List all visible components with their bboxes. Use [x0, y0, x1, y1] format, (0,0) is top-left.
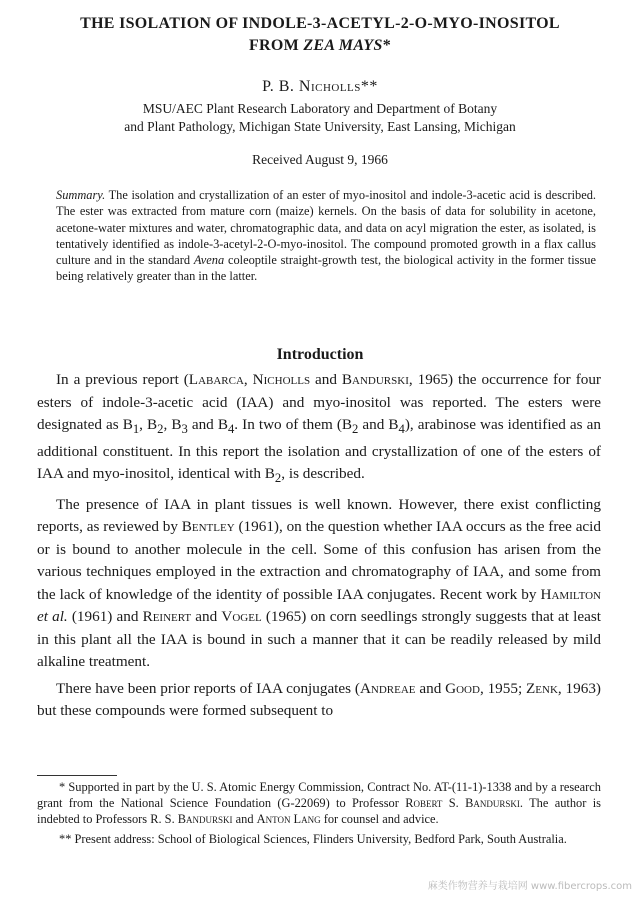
footnote-text: and [232, 812, 257, 826]
footnotes [37, 779, 601, 851]
et-al: et al. [37, 608, 68, 626]
summary [56, 187, 596, 285]
citation: Reinert [142, 608, 192, 626]
footnote-2: ** Present address: School of Biological Sciences, Flinders University, Bedford Park, South Australia. [59, 832, 567, 846]
p1-text: and B [358, 416, 399, 433]
subscript: 3 [181, 422, 188, 437]
summary-text-a: The isolation and crystallization of an ester of myo-inositol and indole-3-acetic acid is described. The ester was extracted from mature corn (maize) kernels. On the basis of data for solubility in acetone, acetone-water mixtures and water, chromatographic data, and data on acyl migration the ester, as isolated, is tentatively identified as indole-3-acetyl-2-O-myo-inositol. The compound promoted growth in a flax callus culture and in the standard [56, 188, 596, 268]
title-line-2-prefix: FROM [248, 37, 304, 54]
p3-text: There have been prior reports of IAA conjugates ( [56, 679, 360, 697]
subscript: 2 [157, 422, 164, 437]
affiliation-line-1: MSU/AEC Plant Research Laboratory and Department of Botany [142, 101, 498, 116]
p1-text: , is described. [281, 465, 365, 483]
author-surname: Nicholls [298, 78, 361, 95]
p2-text: and [191, 608, 222, 626]
p1-text: , B [139, 416, 158, 433]
title-species: ZEA MAYS [303, 37, 383, 54]
p1-text: , 1965) the occurrence for four esters of indole-3-acetic acid (IAA) and myo-inositol was reported. The esters were designated as B [37, 371, 601, 433]
paragraph-3 [37, 678, 601, 723]
section-heading-introduction: Introduction [276, 346, 364, 363]
author-initials: P. B. [262, 78, 299, 95]
subscript: 2 [352, 422, 359, 437]
author-footnote-mark: ** [360, 78, 378, 95]
p1-text: , B [163, 416, 182, 433]
p2-text: (1961) and [67, 608, 143, 626]
summary-text-b: coleoptile straight-growth test, the biological activity in the former tissue being relatively greater than in the latter. [56, 253, 597, 284]
citation: Andreae [359, 679, 416, 697]
paragraph-2 [37, 494, 601, 674]
p2-text: The presence of IAA in plant tissues is well known. However, there exist conflicting reports, as reviewed by [37, 495, 601, 536]
citation: Bandurski [341, 371, 409, 388]
footnote-name: Bandurski [177, 812, 233, 826]
footnote-text: . The author is indebted to Professors R. S. [37, 796, 601, 826]
affiliation [20, 100, 620, 136]
p3-text: and [415, 679, 446, 697]
summary-label: Summary. [56, 188, 106, 202]
footnote-name: Anton Lang [256, 812, 321, 826]
title-line-2 [20, 35, 620, 57]
footnote-text: for counsel and advice. [320, 812, 439, 826]
affiliation-line-2: and Plant Pathology, Michigan State University, East Lansing, Michigan [124, 119, 516, 134]
subscript: 4 [227, 422, 235, 437]
citation: Hamilton [540, 585, 601, 603]
p1-text: . In two of them (B [234, 416, 353, 433]
introduction-body [37, 369, 601, 727]
footnote-name: Robert S. Bandurski [405, 796, 520, 810]
author-line [20, 78, 620, 96]
watermark: 麻类作物营养与栽培网 www.fibercrops.com [427, 881, 632, 892]
title-line-1: THE ISOLATION OF INDOLE-3-ACETYL-2-O-MYO-INOSITOL [80, 15, 560, 32]
received-date: Received August 9, 1966 [252, 152, 388, 167]
p2-text: (1961), on the question whether IAA occurs as the free acid or is bound to another molecule in the cell. Some of this confusion has arisen from the various techniques employed in the extraction and chromatography of IAA, and some from the lack of knowledge of the identity of possible IAA conjugates. Recent work by [37, 518, 601, 603]
p1-text: ), arabinose was identified as an additional constituent. In this report the isolation and crystallization of one of the esters of IAA and myo-inositol, identical with B [37, 416, 601, 483]
p1-text: and [310, 371, 342, 388]
paper-title [20, 13, 620, 57]
citation: Vogel [221, 608, 262, 626]
citation: Good [445, 679, 480, 697]
citation: Bentley [181, 518, 235, 536]
p1-text: In a previous report ( [56, 371, 189, 388]
summary-italic-term: Avena [193, 253, 225, 268]
p3-text: , 1963) but these compounds were formed subsequent to [37, 679, 601, 720]
paragraph-1 [37, 369, 601, 490]
citation: Labarca, Nicholls [188, 371, 311, 388]
footnote-divider [37, 775, 117, 776]
subscript: 4 [398, 422, 405, 437]
footnote-text: * Supported in part by the U. S. Atomic Energy Commission, Contract No. AT-(11-1)-1338 and by a research grant from the National Science Foundation (G-22069) to Professor [37, 780, 601, 810]
citation: Zenk [526, 679, 558, 697]
subscript: 1 [132, 422, 140, 437]
footnote-1 [37, 779, 601, 827]
p1-text: and B [187, 416, 228, 433]
title-footnote-mark: * [382, 37, 391, 54]
subscript: 2 [274, 471, 282, 486]
p2-text: (1965) on corn seedlings strongly suggests that at least in this plant all the IAA is bound in such a manner that it can be readily released by mild alkaline treatment. [37, 608, 601, 671]
p3-text: , 1955; [479, 679, 527, 697]
